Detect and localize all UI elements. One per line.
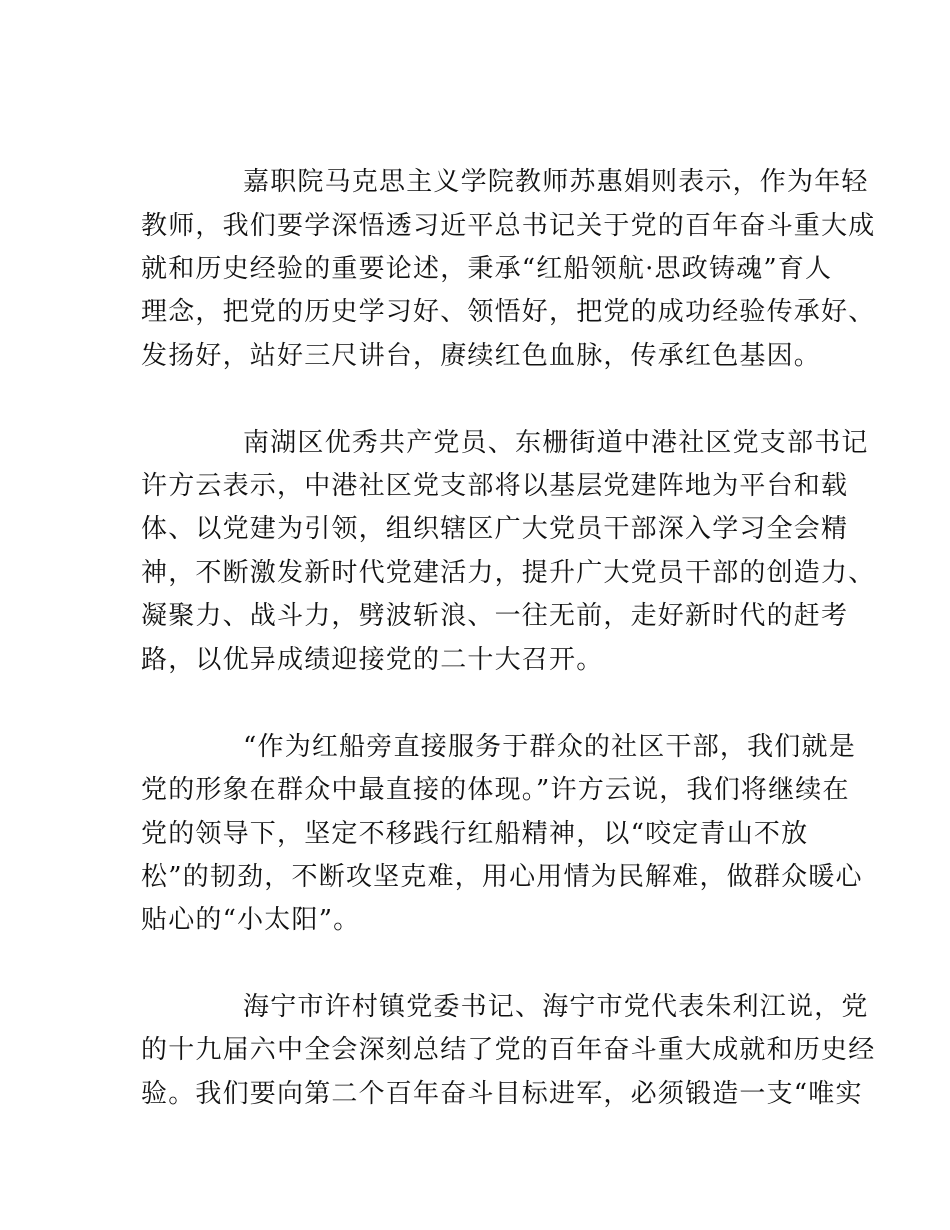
paragraph-1-line-1: 嘉职院马克思主义学院教师苏惠娟则表示，作为年轻 [243,167,869,197]
paragraph-3-line-3: 党的领导下，坚定不移践行红船精神，以“咬定青山不放 [141,819,809,849]
paragraph-4-line-2: 的十九届六中全会深刻总结了党的百年奋斗重大成就和历史经 [141,1035,876,1065]
paragraph-3-line-1: “作为红船旁直接服务于群众的社区干部，我们就是 [243,732,856,762]
paragraph-4-line-1: 海宁市许村镇党委书记、海宁市党代表朱利江说，党 [243,992,869,1022]
paragraph-2-line-2: 许方云表示，中港社区党支部将以基层党建阵地为平台和载 [141,471,849,501]
paragraph-2-line-4: 神，不断激发新时代党建活力，提升广大党员干部的创造力、 [141,558,876,588]
paragraph-2-line-6: 路，以优异成绩迎接党的二十大召开。 [141,645,604,675]
paragraph-3-line-2: 党的形象在群众中最直接的体现。”许方云说，我们将继续在 [141,775,850,805]
paragraph-3-line-5: 贴心的“小太阳”。 [141,905,361,935]
paragraph-4-line-3: 验。我们要向第二个百年奋斗目标进军，必须锻造一支“唯实 [141,1079,863,1109]
paragraph-1-line-4: 理念，把党的历史学习好、领悟好，把党的成功经验传承好、 [141,297,876,327]
paragraph-2-line-3: 体、以党建为引领，组织辖区广大党员干部深入学习全会精 [141,514,849,544]
paragraph-2-line-5: 凝聚力、战斗力，劈波斩浪、一往无前，走好新时代的赶考 [141,601,849,631]
paragraph-3-line-4: 松”的韧劲，不断攻坚克难，用心用情为民解难，做群众暖心 [141,862,863,892]
paragraph-1-line-2: 教师，我们要学深悟透习近平总书记关于党的百年奋斗重大成 [141,211,876,241]
paragraph-1-line-3: 就和历史经验的重要论述，秉承“红船领航·思政铸魂”育人 [141,254,833,284]
paragraph-1-line-5: 发扬好，站好三尺讲台，赓续红色血脉，传承红色基因。 [141,341,822,371]
paragraph-2-line-1: 南湖区优秀共产党员、东栅街道中港社区党支部书记 [243,428,869,458]
